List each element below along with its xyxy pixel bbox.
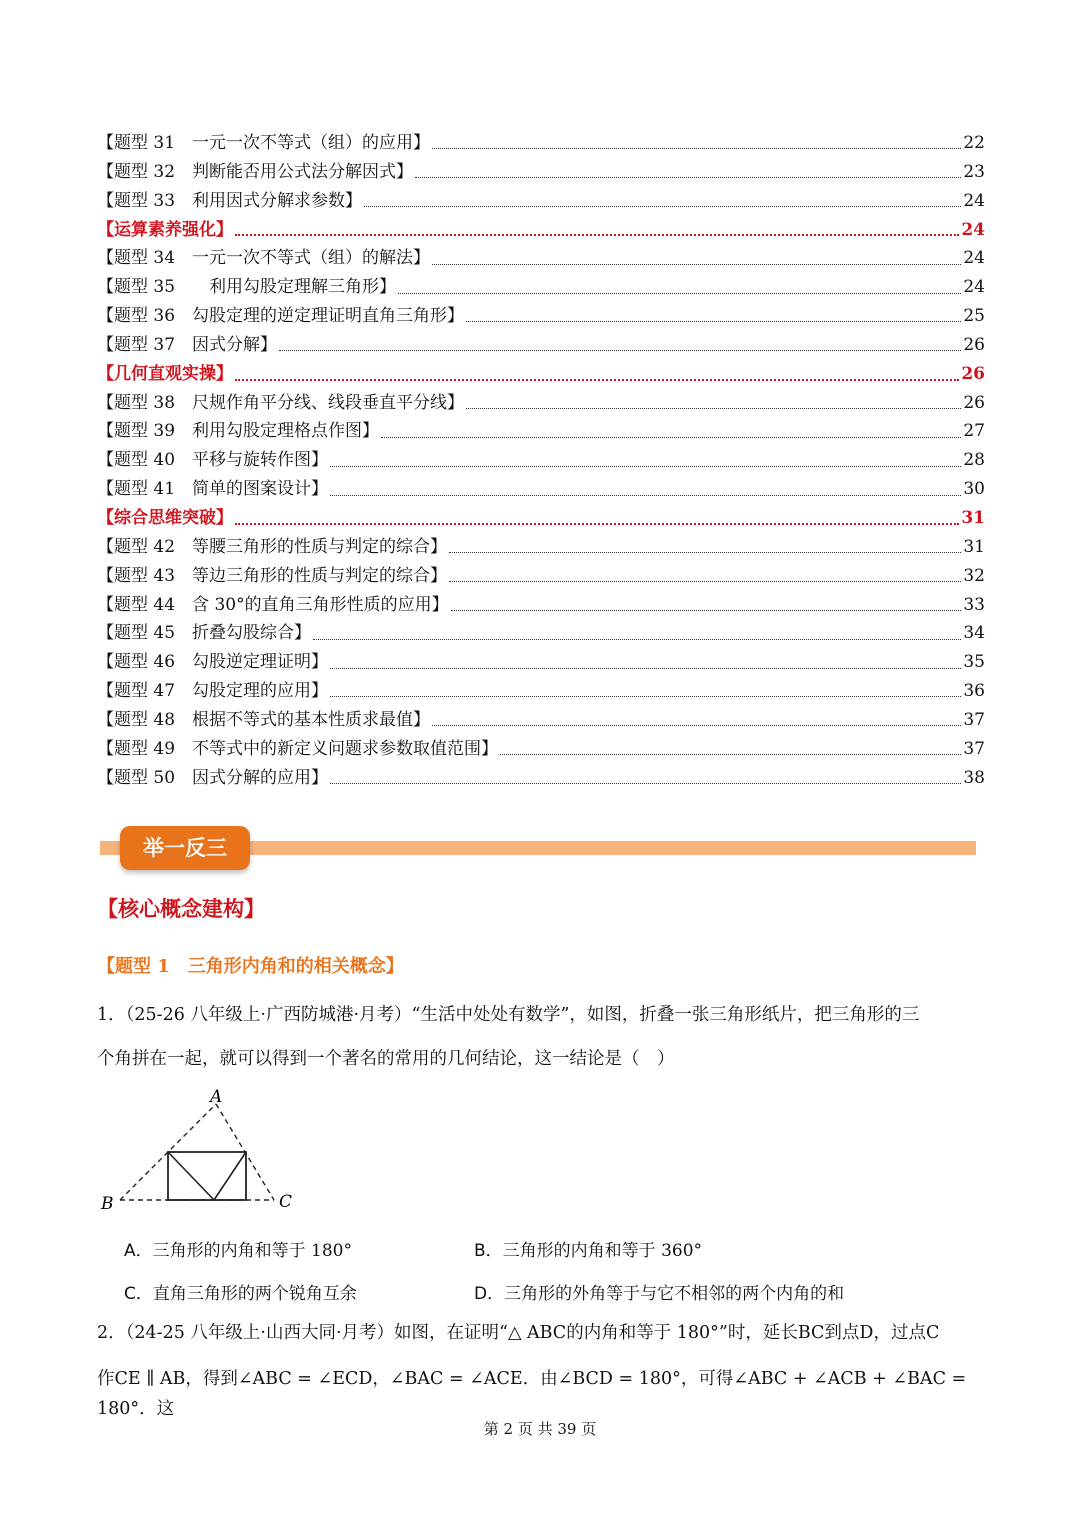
page-footer: 第 2 页 共 39 页 bbox=[483, 1420, 597, 1438]
toc-row[interactable] bbox=[97, 533, 985, 562]
toc-label: 【综合思维突破】 bbox=[97, 507, 233, 528]
toc-row[interactable] bbox=[97, 619, 985, 648]
option-c-key: C． bbox=[124, 1284, 153, 1304]
toc-leader-dots bbox=[449, 551, 961, 553]
toc-page-number: 33 bbox=[963, 594, 985, 615]
toc-leader-dots bbox=[432, 147, 961, 149]
label-c: C bbox=[279, 1192, 293, 1212]
option-d-text: 三角形的外角等于与它不相邻的两个内角的和 bbox=[504, 1284, 845, 1304]
toc-leader-dots bbox=[235, 378, 959, 381]
toc-page-number: 31 bbox=[961, 507, 985, 528]
toc-label: 【题型 47 勾股定理的应用】 bbox=[97, 681, 329, 702]
toc-label: 【题型 32 判断能否用公式法分解因式】 bbox=[97, 161, 414, 182]
toc-label: 【题型 48 根据不等式的基本性质求最值】 bbox=[97, 709, 431, 730]
toc-label: 【题型 44 含 30°的直角三角形性质的应用】 bbox=[97, 594, 449, 615]
toc-page-number: 30 bbox=[963, 479, 985, 500]
toc-row[interactable] bbox=[97, 677, 985, 706]
toc-label: 【题型 43 等边三角形的性质与判定的综合】 bbox=[97, 565, 448, 586]
question-1 bbox=[97, 993, 985, 1081]
toc-leader-dots bbox=[398, 292, 961, 294]
toc-page-number: 31 bbox=[963, 536, 985, 557]
toc-label: 【题型 34 一元一次不等式（组）的解法】 bbox=[97, 248, 431, 269]
question-2 bbox=[97, 1318, 985, 1419]
toc-page-number: 28 bbox=[963, 450, 985, 471]
toc-label: 【题型 46 勾股逆定理证明】 bbox=[97, 652, 329, 673]
question-1-line-1: 1．（25-26 八年级上·广西防城港·月考）“生活中处处有数学”，如图，折叠一张三角形纸片，把三角形的三 bbox=[97, 1005, 920, 1025]
option-b-key: B． bbox=[474, 1241, 503, 1261]
toc-leader-dots bbox=[415, 176, 961, 178]
toc-leader-dots bbox=[330, 782, 961, 784]
option-c-text: 直角三角形的两个锐角互余 bbox=[152, 1284, 357, 1304]
toc-row[interactable] bbox=[97, 331, 985, 360]
toc-leader-dots bbox=[313, 638, 961, 640]
toc-page-number: 26 bbox=[963, 334, 985, 355]
toc-leader-dots bbox=[330, 465, 961, 467]
toc-page-number: 37 bbox=[963, 709, 985, 730]
toc-row[interactable] bbox=[97, 735, 985, 764]
toc-row[interactable] bbox=[97, 446, 985, 475]
toc-row[interactable] bbox=[97, 706, 985, 735]
toc-leader-dots bbox=[500, 753, 961, 755]
toc-row[interactable] bbox=[97, 273, 985, 302]
toc-leader-dots bbox=[451, 609, 962, 611]
toc-label: 【运算素养强化】 bbox=[97, 219, 233, 240]
toc-leader-dots bbox=[381, 436, 961, 438]
toc-page-number: 34 bbox=[963, 623, 985, 644]
toc-label: 【题型 42 等腰三角形的性质与判定的综合】 bbox=[97, 536, 448, 557]
toc-label: 【题型 33 利用因式分解求参数】 bbox=[97, 190, 363, 211]
option-d-key: D． bbox=[474, 1284, 505, 1304]
toc-page-number: 26 bbox=[963, 392, 985, 413]
toc-page-number: 24 bbox=[963, 190, 985, 211]
question-type-heading: 【题型 1 三角形内角和的相关概念】 bbox=[97, 956, 404, 977]
toc-page-number: 37 bbox=[963, 738, 985, 759]
toc-page-number: 24 bbox=[963, 248, 985, 269]
toc-leader-dots bbox=[449, 580, 961, 582]
question-2-line-1: 2．（24-25 八年级上·山西大同·月考）如图，在证明“△ ABC的内角和等于 180°”时，延长BC到点D，过点C bbox=[97, 1323, 940, 1343]
toc-page-number: 35 bbox=[963, 652, 985, 673]
toc-row[interactable] bbox=[97, 187, 985, 216]
toc-label: 【题型 50 因式分解的应用】 bbox=[97, 767, 329, 788]
toc-page-number: 24 bbox=[963, 277, 985, 298]
banner-badge: 举一反三 bbox=[120, 826, 250, 870]
toc-label: 【题型 39 利用勾股定理格点作图】 bbox=[97, 421, 380, 442]
toc-leader-dots bbox=[466, 320, 961, 322]
toc-page-number: 23 bbox=[963, 161, 985, 182]
toc-row[interactable] bbox=[97, 302, 985, 331]
question-1-line-2: 个角拼在一起，就可以得到一个著名的常用的几何结论，这一结论是（ ） bbox=[97, 1049, 675, 1069]
toc-leader-dots bbox=[432, 263, 961, 265]
option-b-text: 三角形的内角和等于 360° bbox=[502, 1241, 703, 1261]
toc-label: 【题型 36 勾股定理的逆定理证明直角三角形】 bbox=[97, 306, 465, 327]
toc-leader-dots bbox=[330, 494, 961, 496]
toc-page-number: 24 bbox=[961, 219, 985, 240]
toc-row[interactable] bbox=[97, 591, 985, 620]
label-b: B bbox=[101, 1194, 114, 1214]
fold-line-left bbox=[168, 1152, 214, 1200]
toc-row[interactable] bbox=[97, 562, 985, 591]
toc-row[interactable] bbox=[97, 158, 985, 187]
toc-row[interactable] bbox=[97, 417, 985, 446]
toc-leader-dots bbox=[330, 667, 961, 669]
toc-label: 【几何直观实操】 bbox=[97, 363, 233, 384]
toc-page-number: 38 bbox=[963, 767, 985, 788]
toc-page-number: 27 bbox=[963, 421, 985, 442]
question-2-line-2: 作CE ∥ AB，得到∠ABC = ∠ECD，∠BAC = ∠ACE．由∠BCD = 180°，可得∠ABC + ∠ACB + ∠BAC = 180°．这 bbox=[97, 1369, 967, 1419]
toc-leader-dots bbox=[279, 349, 961, 351]
section-heading: 【核心概念建构】 bbox=[97, 896, 265, 921]
toc-row[interactable] bbox=[97, 764, 985, 793]
label-a: A bbox=[210, 1087, 223, 1107]
option-a-text: 三角形的内角和等于 180° bbox=[152, 1241, 352, 1261]
toc-section-row[interactable] bbox=[97, 216, 985, 245]
toc-row[interactable] bbox=[97, 129, 985, 158]
folded-triangle-figure bbox=[98, 1085, 298, 1215]
toc-row[interactable] bbox=[97, 648, 985, 677]
toc-section-row[interactable] bbox=[97, 504, 985, 533]
toc-section-row[interactable] bbox=[97, 360, 985, 389]
toc-label: 【题型 49 不等式中的新定义问题求参数取值范围】 bbox=[97, 738, 499, 759]
toc-leader-dots bbox=[235, 233, 959, 236]
toc-label: 【题型 35 利用勾股定理解三角形】 bbox=[97, 277, 397, 298]
table-of-contents bbox=[97, 129, 985, 792]
option-c[interactable] bbox=[124, 1279, 357, 1304]
toc-leader-dots bbox=[432, 724, 961, 726]
toc-label: 【题型 41 简单的图案设计】 bbox=[97, 479, 329, 500]
toc-page-number: 25 bbox=[963, 306, 985, 327]
toc-label: 【题型 37 因式分解】 bbox=[97, 334, 278, 355]
toc-row[interactable] bbox=[97, 389, 985, 418]
toc-page-number: 32 bbox=[963, 565, 985, 586]
option-b[interactable] bbox=[474, 1236, 702, 1261]
toc-row[interactable] bbox=[97, 244, 985, 273]
option-a[interactable] bbox=[124, 1236, 352, 1261]
toc-label: 【题型 38 尺规作角平分线、线段垂直平分线】 bbox=[97, 392, 465, 413]
toc-leader-dots bbox=[235, 522, 959, 525]
toc-label: 【题型 40 平移与旋转作图】 bbox=[97, 450, 329, 471]
option-d[interactable] bbox=[474, 1279, 844, 1304]
toc-label: 【题型 31 一元一次不等式（组）的应用】 bbox=[97, 133, 431, 153]
toc-leader-dots bbox=[364, 205, 961, 207]
toc-row[interactable] bbox=[97, 475, 985, 504]
fold-line-right bbox=[214, 1152, 246, 1200]
toc-page-number: 36 bbox=[963, 681, 985, 702]
toc-leader-dots bbox=[466, 407, 961, 409]
toc-page-number: 22 bbox=[963, 133, 985, 153]
section-banner bbox=[100, 826, 976, 872]
toc-leader-dots bbox=[330, 695, 961, 697]
toc-page-number: 26 bbox=[961, 363, 985, 384]
toc-label: 【题型 45 折叠勾股综合】 bbox=[97, 623, 312, 644]
option-a-key: A． bbox=[124, 1241, 153, 1261]
